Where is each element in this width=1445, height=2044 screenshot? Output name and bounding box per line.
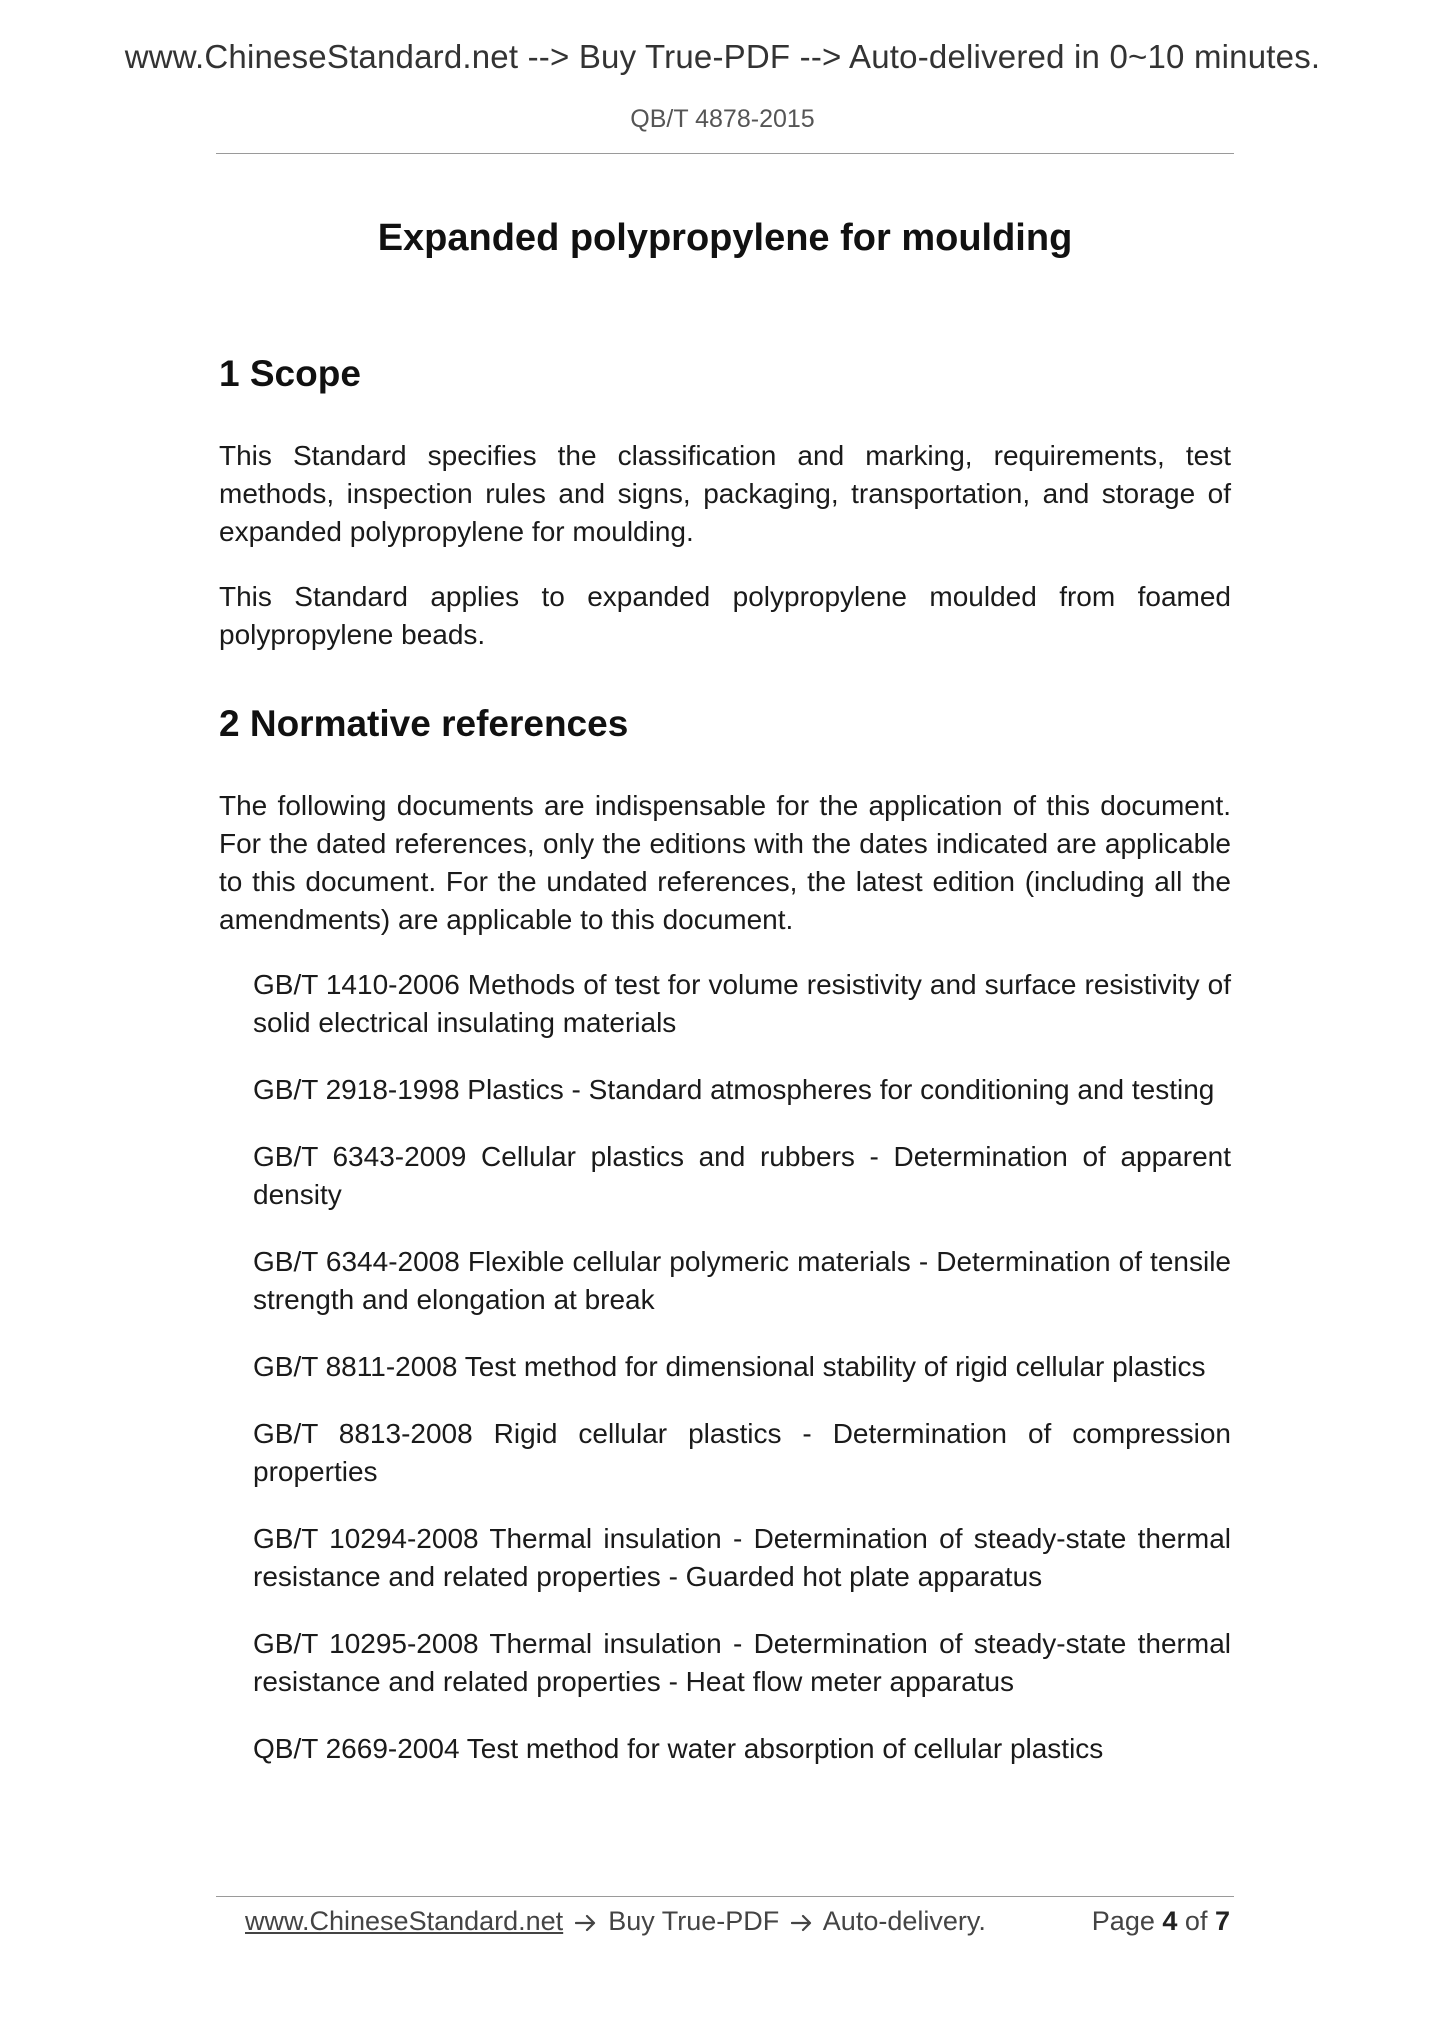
page-content bbox=[219, 208, 1231, 1797]
references-intro-paragraph: The following documents are indispensable for the application of this document. For the dated references, only the editions with the dates indicated are applicable to this document. For the undated references, the latest edition (including all the amendments) are applicable to this document. bbox=[219, 790, 1231, 935]
footer-divider bbox=[216, 1896, 1234, 1897]
reference-item: GB/T 1410-2006 Methods of test for volume resistivity and surface resistivity of solid electrical insulating materials bbox=[253, 969, 1231, 1038]
reference-list bbox=[219, 966, 1231, 1768]
page-current: 4 bbox=[1162, 1906, 1178, 1936]
right-arrow-icon bbox=[575, 1902, 597, 1940]
footer-promo bbox=[245, 1902, 986, 1940]
reference-item: GB/T 6344-2008 Flexible cellular polymeric materials - Determination of tensile strength and elongation at break bbox=[253, 1246, 1231, 1315]
page-number bbox=[1092, 1902, 1230, 1940]
footer-buy-text: Buy True-PDF bbox=[608, 1906, 780, 1936]
page-label: Page bbox=[1091, 1906, 1155, 1936]
section-heading-scope: 1 Scope bbox=[219, 353, 361, 394]
header-divider bbox=[216, 153, 1234, 154]
document-title: Expanded polypropylene for moulding bbox=[377, 217, 1073, 259]
page-of: of bbox=[1184, 1906, 1208, 1936]
document-code: QB/T 4878-2015 bbox=[630, 105, 815, 133]
scope-paragraph: This Standard specifies the classification and marking, requirements, test methods, inspection rules and signs, packaging, transportation, and storage of expanded polypropylene for moulding. bbox=[219, 440, 1231, 547]
reference-item: GB/T 10294-2008 Thermal insulation - Determination of steady-state thermal resistance and related properties - Guarded hot plate apparatus bbox=[253, 1523, 1231, 1592]
right-arrow-icon bbox=[791, 1902, 813, 1940]
reference-item: GB/T 8811-2008 Test method for dimensional stability of rigid cellular plastics bbox=[253, 1351, 1206, 1382]
reference-item: GB/T 8813-2008 Rigid cellular plastics - Determination of compression properties bbox=[253, 1418, 1231, 1487]
reference-item: GB/T 6343-2009 Cellular plastics and rubbers - Determination of apparent density bbox=[253, 1141, 1231, 1210]
section-heading-normative-references: 2 Normative references bbox=[219, 703, 629, 744]
page-total: 7 bbox=[1214, 1906, 1230, 1936]
footer-site-link[interactable]: www.ChineseStandard.net bbox=[245, 1906, 564, 1936]
footer-delivery-text: Auto-delivery. bbox=[822, 1906, 986, 1936]
reference-item: QB/T 2669-2004 Test method for water absorption of cellular plastics bbox=[253, 1733, 1104, 1764]
reference-item: GB/T 2918-1998 Plastics - Standard atmospheres for conditioning and testing bbox=[253, 1074, 1215, 1105]
top-banner: www.ChineseStandard.net --> Buy True-PDF --> Auto-delivered in 0~10 minutes. bbox=[124, 38, 1321, 75]
reference-item: GB/T 10295-2008 Thermal insulation - Determination of steady-state thermal resistance and related properties - Heat flow meter apparatus bbox=[253, 1628, 1231, 1697]
scope-paragraph: This Standard applies to expanded polypropylene moulded from foamed polypropylene beads. bbox=[219, 581, 1231, 650]
